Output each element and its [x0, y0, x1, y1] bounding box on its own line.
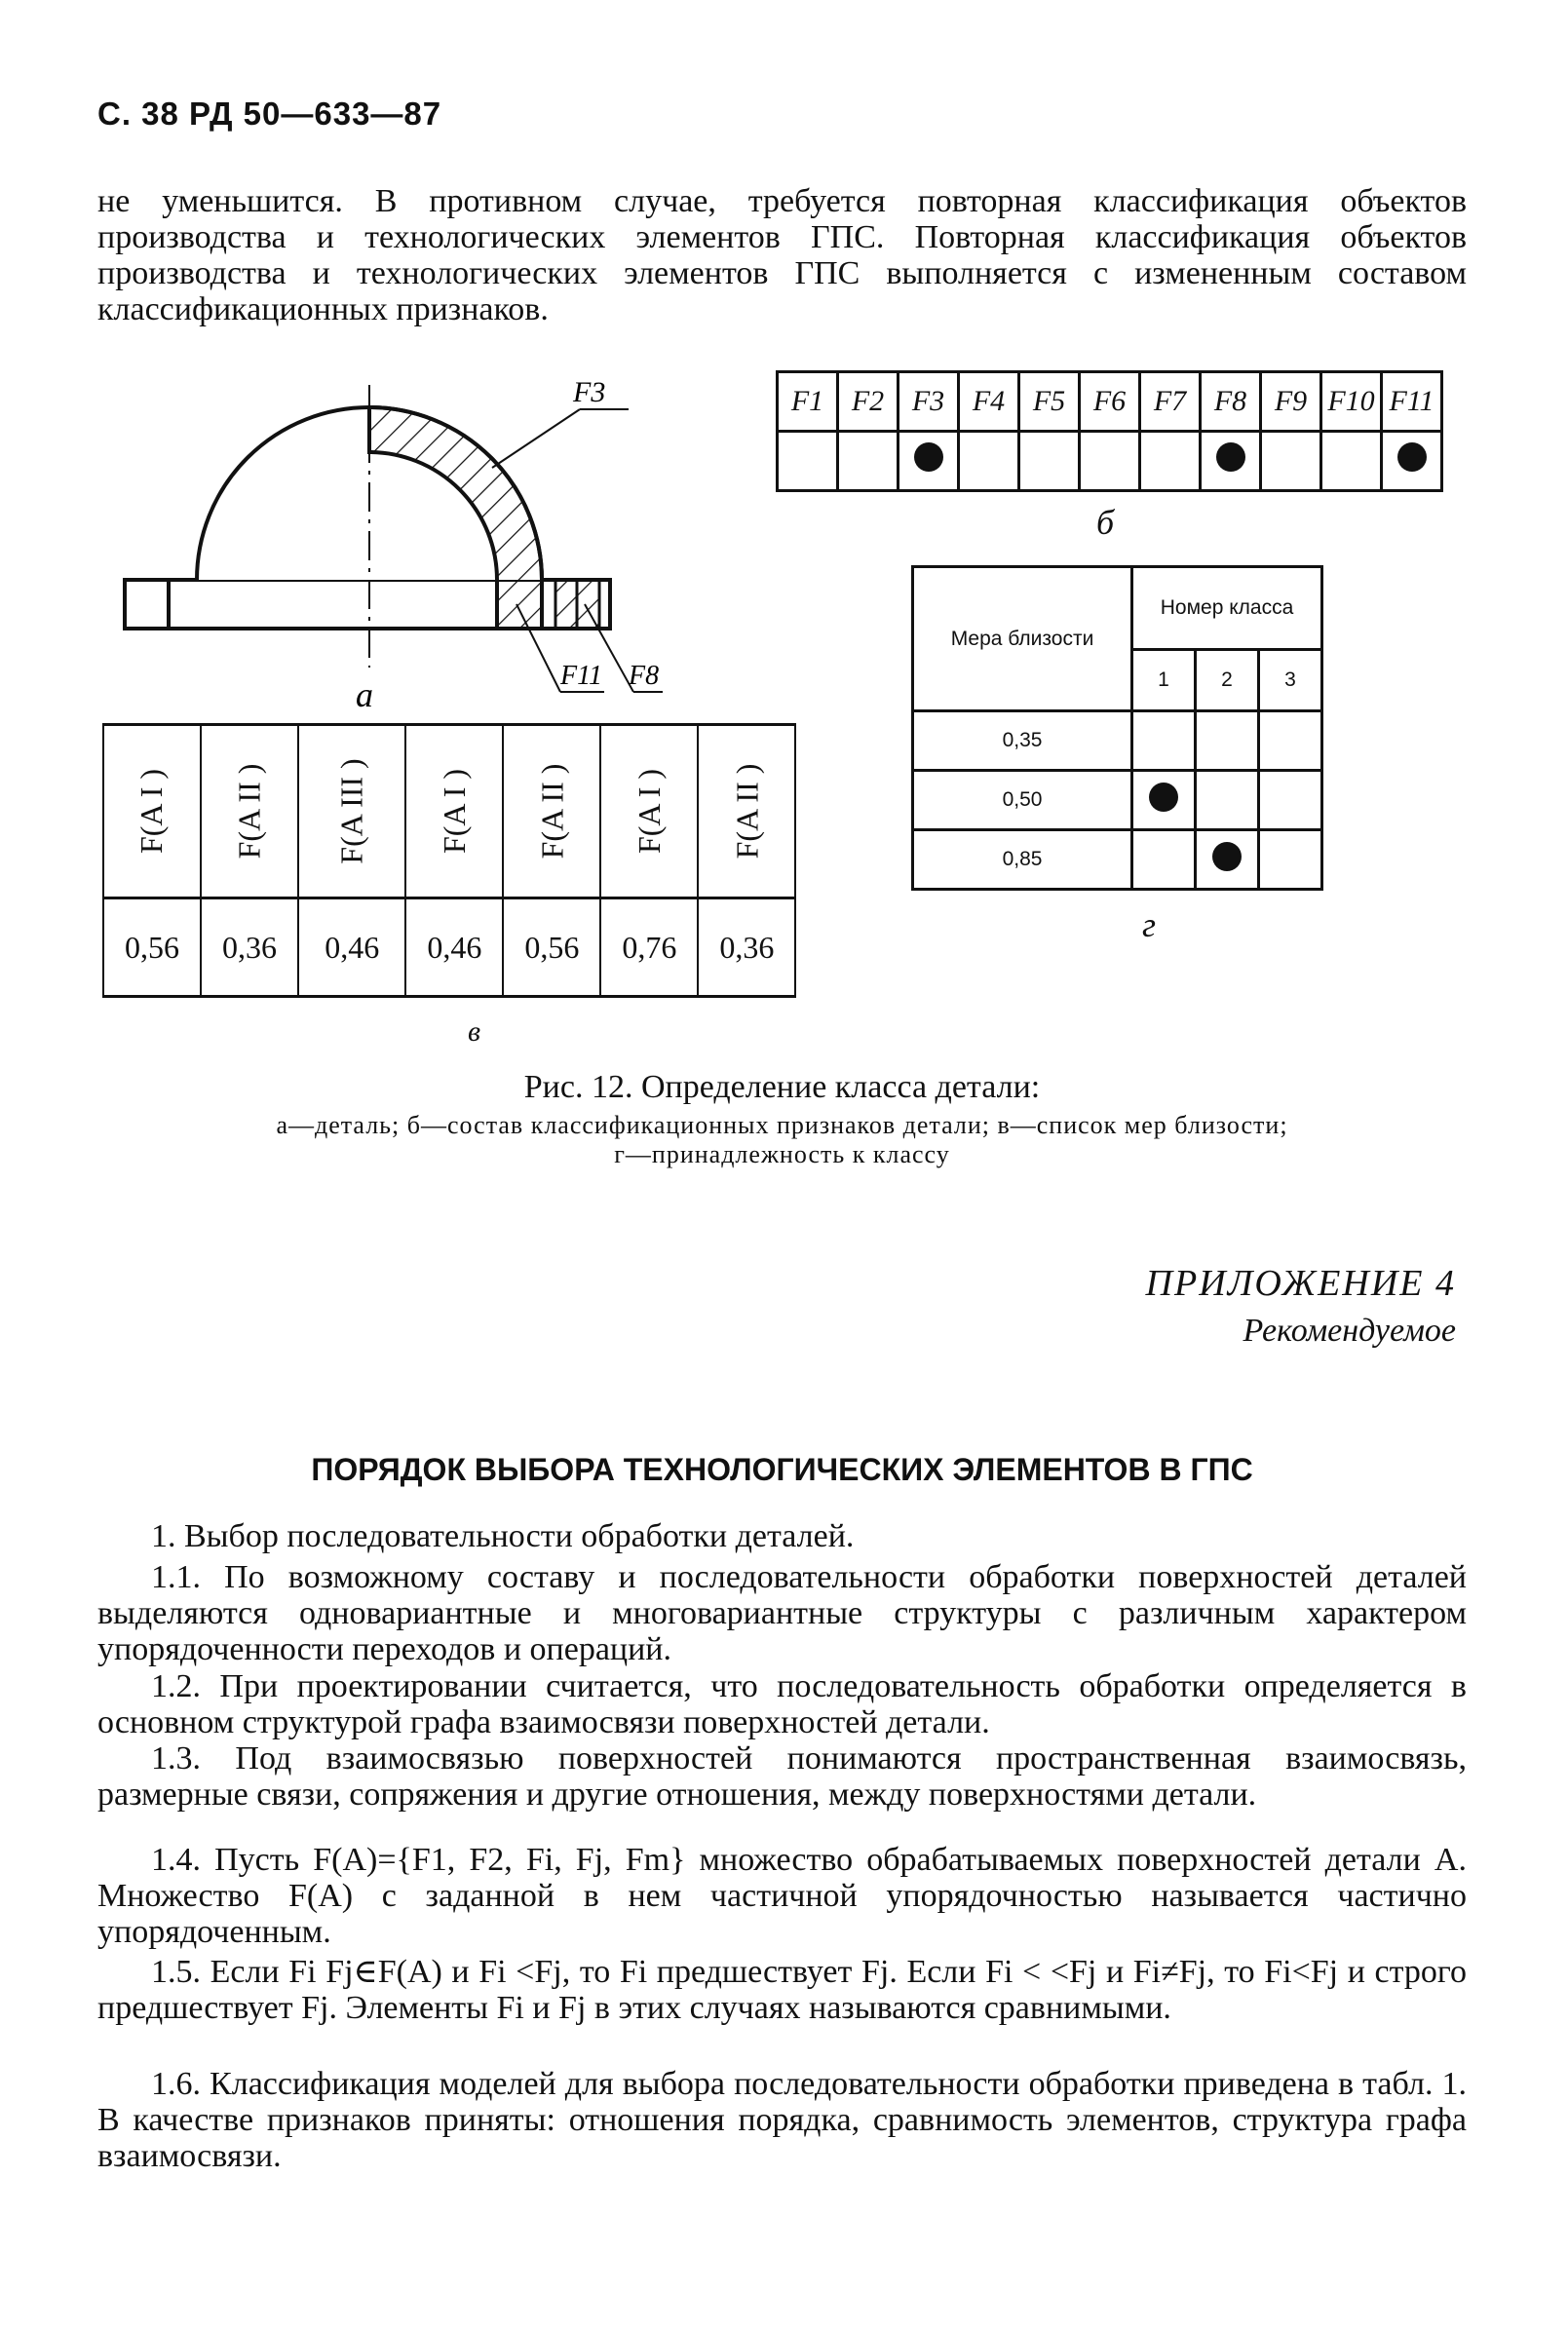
class-header: Номер класса: [1132, 567, 1322, 650]
feature-header-cell: F5: [1019, 372, 1080, 432]
similarity-header-cell: [405, 725, 503, 898]
feature-mark-cell: [1080, 432, 1140, 491]
similarity-header-cell: [103, 725, 201, 898]
paragraph-1-1: 1.1. По возможному составу и последовательности обработки поверхностей деталей выделяются одновариантные и многовариантные структуры с различным характером упорядоченности переходов и операций.: [97, 1559, 1467, 1667]
similarity-header-cell: [298, 725, 405, 898]
measure-value-cell: 0,35: [913, 711, 1132, 771]
measure-row: [913, 771, 1322, 830]
measure-value-cell: 0,50: [913, 771, 1132, 830]
feature-mark-cell: [778, 432, 838, 491]
class-mark-cell: [1132, 771, 1196, 830]
intro-paragraph: не уменьшится. В противном случае, требуется повторная классификация объектов производства и технологических элементов ГПС. Повторная классификация объектов производства и технологических элементов ГПС выполняется с измененным составом классификационных признаков.: [97, 183, 1467, 327]
section-title: ПОРЯДОК ВЫБОРА ТЕХНОЛОГИЧЕСКИХ ЭЛЕМЕНТОВ В ГПС: [311, 1452, 1253, 1487]
class-mark-cell: [1196, 771, 1259, 830]
page-header: С. 38 РД 50—633—87: [97, 95, 442, 132]
similarity-header-cell: [201, 725, 298, 898]
feature-mark-cell: [899, 432, 959, 491]
class-mark-cell: [1132, 711, 1196, 771]
feature-header-cell: F6: [1080, 372, 1140, 432]
feature-header-cell: F7: [1140, 372, 1201, 432]
class-mark-cell: [1196, 830, 1259, 890]
feature-header-cell: F3: [899, 372, 959, 432]
similarity-header-text: F(A I ): [436, 768, 472, 855]
figure-caption: Рис. 12. Определение класса детали:: [523, 1069, 1041, 1105]
measure-value-cell: 0,85: [913, 830, 1132, 890]
callout-f11: F11: [560, 661, 603, 691]
label-v: в: [468, 1015, 481, 1048]
similarity-header-text: F(A II ): [728, 763, 764, 859]
callout-f3: F3: [573, 376, 606, 408]
callout-f8: F8: [629, 661, 660, 691]
feature-mark-cell: [1321, 432, 1382, 491]
feature-mark-cell: [1261, 432, 1321, 491]
feature-composition-table: [776, 370, 1443, 492]
class-number-cell: 1: [1132, 650, 1196, 711]
appendix-heading: [1146, 1262, 1456, 1350]
paragraph-1-3: 1.3. Под взаимосвязью поверхностей понимаются пространственная взаимосвязь, размерные связи, сопряжения и другие отношения, между поверхностями детали.: [97, 1740, 1467, 1813]
measure-row: [913, 711, 1322, 771]
feature-mark-cell: [838, 432, 899, 491]
feature-header-cell: F11: [1382, 372, 1442, 432]
similarity-value-cell: 0,36: [698, 898, 795, 997]
feature-mark-cell: [1382, 432, 1442, 491]
similarity-header-text: F(A II ): [533, 763, 569, 859]
class-mark-cell: [1259, 830, 1322, 890]
similarity-value-cell: 0,76: [600, 898, 698, 997]
feature-mark-cell: [1019, 432, 1080, 491]
similarity-header-text: F(A III ): [333, 758, 369, 864]
paragraph-1: 1. Выбор последовательности обработки деталей.: [151, 1518, 855, 1554]
similarity-value-cell: 0,56: [103, 898, 201, 997]
membership-dot: [1149, 783, 1178, 812]
measure-row: [913, 830, 1322, 890]
feature-header-cell: F4: [959, 372, 1019, 432]
label-b: б: [1096, 503, 1115, 542]
feature-header-cell: F1: [778, 372, 838, 432]
similarity-header-text: F(A I ): [631, 768, 667, 855]
class-mark-cell: [1196, 711, 1259, 771]
feature-mark-cell: [959, 432, 1019, 491]
similarity-value-cell: 0,46: [298, 898, 405, 997]
similarity-header-text: F(A II ): [231, 763, 267, 859]
membership-dot: [1212, 842, 1242, 871]
similarity-value-cell: 0,56: [503, 898, 600, 997]
measure-header: Мера близости: [913, 567, 1132, 711]
label-g: г: [1142, 905, 1157, 944]
feature-header-cell: F10: [1321, 372, 1382, 432]
legend-line-1: а—деталь; б—состав классификационных признаков детали; в—список мер близости;: [276, 1111, 1288, 1139]
class-mark-cell: [1132, 830, 1196, 890]
legend-line-2: г—принадлежность к классу: [614, 1140, 950, 1168]
selected-dot: [914, 442, 943, 472]
similarity-value-cell: 0,46: [405, 898, 503, 997]
feature-mark-cell: [1140, 432, 1201, 491]
feature-header-cell: F2: [838, 372, 899, 432]
class-membership-table: [911, 565, 1323, 891]
paragraph-1-5: 1.5. Если Fi Fj∈F(A) и Fi <Fj, то Fi предшествует Fj. Если Fi < <Fj и Fi≠Fj, то Fi<Fj и строго предшествует Fj. Элементы Fi и Fj в этих случаях называются сравнимыми.: [97, 1954, 1467, 2026]
similarity-header-text: F(A I ): [134, 768, 170, 855]
similarity-header-cell: [698, 725, 795, 898]
figure-legend: [97, 1111, 1467, 1169]
feature-header-cell: F8: [1201, 372, 1261, 432]
feature-header-cell: F9: [1261, 372, 1321, 432]
similarity-measures-table: [102, 723, 796, 998]
feature-mark-cell: [1201, 432, 1261, 491]
class-number-cell: 3: [1259, 650, 1322, 711]
part-drawing: [107, 370, 663, 721]
similarity-header-cell: [503, 725, 600, 898]
paragraph-1-2: 1.2. При проектировании считается, что последовательность обработки определяется в основном структурой графа взаимосвязи поверхностей детали.: [97, 1668, 1467, 1740]
paragraph-1-6: 1.6. Классификация моделей для выбора последовательности обработки приведена в табл. 1. В качестве признаков приняты: отношения порядка, сравнимость элементов, структура графа взаимосвязи.: [97, 2066, 1467, 2174]
class-mark-cell: [1259, 711, 1322, 771]
selected-dot: [1216, 442, 1245, 472]
label-a: а: [356, 675, 373, 714]
similarity-header-cell: [600, 725, 698, 898]
appendix-title: ПРИЛОЖЕНИЕ 4: [1145, 1263, 1456, 1304]
selected-dot: [1397, 442, 1427, 472]
paragraph-1-4: 1.4. Пусть F(A)={F1, F2, Fi, Fj, Fm} множество обрабатываемых поверхностей детали A. Множество F(A) с заданной в нем частичной упорядочностью называется частично упорядоченным.: [97, 1842, 1467, 1950]
class-mark-cell: [1259, 771, 1322, 830]
class-number-cell: 2: [1196, 650, 1259, 711]
similarity-value-cell: 0,36: [201, 898, 298, 997]
appendix-subtitle: Рекомендуемое: [1243, 1313, 1456, 1349]
